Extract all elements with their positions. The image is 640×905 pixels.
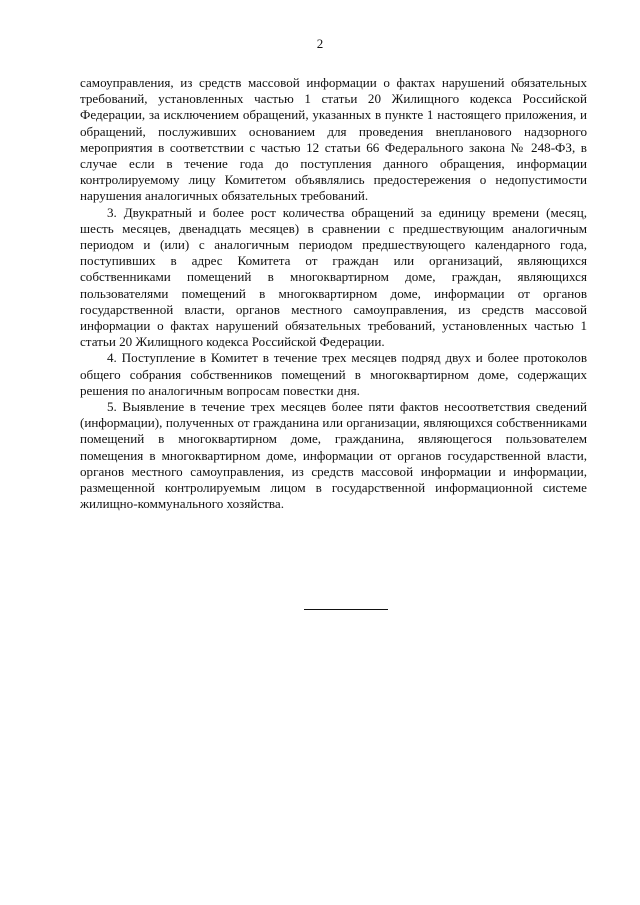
paragraph-item-3: 3. Двукратный и более рост количества обращений за единицу времени (месяц, шесть месяцев, двенадцать месяцев) в сравнении с предшествующим аналогичным периодом и (или) с аналогичным периодом предшествующего календарного года, поступивших в адрес Комитета от граждан или организаций, являющихся собственниками помещений в многоквартирном доме, граждан, являющихся пользователями помещений в многоквартирном доме, информации от органов государственной власти, органов местного самоуправления, из средств массовой информации о фактах нарушений обязательных требований, установленных частью 1 статьи 20 Жилищного кодекса Российской Федерации. [80, 204, 587, 350]
paragraph-continuation: самоуправления, из средств массовой информации о фактах нарушений обязательных требований, установленных частью 1 статьи 20 Жилищного кодекса Российской Федерации, за исключением обращений, указанных в пункте 1 настоящего приложения, и обращений, послуживших основанием для проведения внепланового надзорного мероприятия в соответствии с частью 12 статьи 66 Федерального закона № 248-ФЗ, в случае если в течение года до поступления данного обращения, информации контролируемому лицу Комитетом объявлялись предостережения о недопустимости нарушения аналогичных обязательных требований. [80, 75, 587, 204]
page-number: 2 [316, 36, 324, 51]
paragraph-item-5: 5. Выявление в течение трех месяцев более пяти фактов несоответствия сведений (информации), полученных от гражданина или организации, являющихся собственниками помещений в многоквартирном доме, гражданина, являющегося пользователем помещения в многоквартирном доме, информации от органов государственной власти, органов местного самоуправления, из средств массовой информации и информации, размещенной контролируемым лицом в государственной информационной системе жилищно-коммунального хозяйства. [80, 399, 587, 512]
end-of-document-line [304, 609, 388, 610]
paragraph-item-4: 4. Поступление в Комитет в течение трех месяцев подряд двух и более протоколов общего собрания собственников помещений в многоквартирном доме, содержащих решения по аналогичным вопросам повестки дня. [80, 350, 587, 398]
document-body [80, 75, 587, 512]
